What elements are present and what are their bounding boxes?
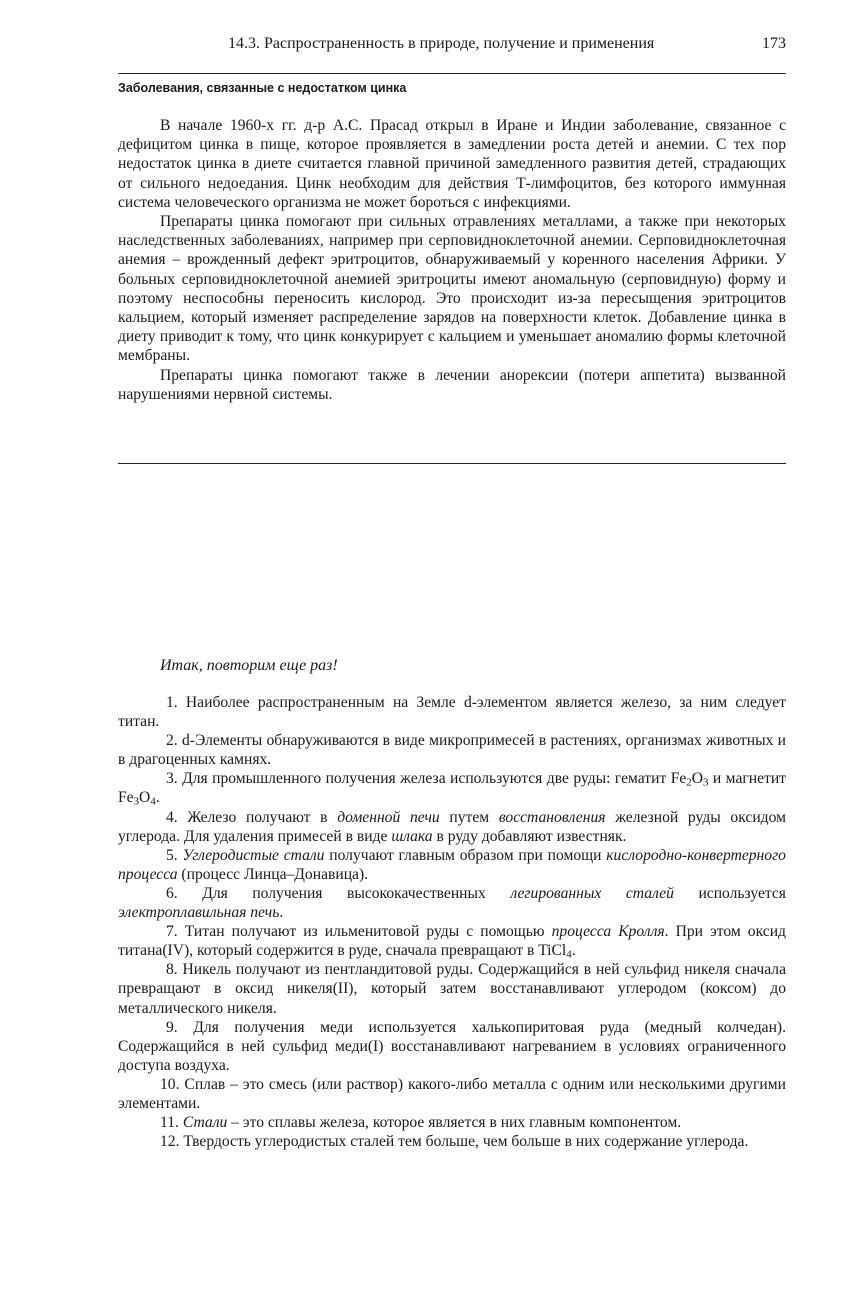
- item-text: – это сплавы железа, которое является в них главным компонентом.: [227, 1114, 682, 1132]
- italic-term: процесса Кролля: [551, 923, 665, 941]
- box-paragraph: В начале 1960-х гг. д-р А.С. Прасад открыл в Иране и Индии заболевание, связанное с дефицитом цинка в пище, которое проявляется в замедлении роста детей и анемии. С тех пор недостаток цинка в диете считается главной причиной замедленного развития детей, страдающих от сильного недоедания. Цинк необходим для действия Т-лимфоцитов, без которого иммунная система человеческого организма не может бороться с инфекциями.: [118, 117, 786, 211]
- item-text: O: [139, 789, 151, 807]
- item-text: Для промышленного получения железа используются две руды: гематит Fe: [182, 770, 687, 788]
- list-item: [118, 846, 786, 884]
- item-text: железной руды оксидом углерода. Для удаления примесей в виде: [118, 808, 786, 845]
- summary-heading: Итак, повторим еще раз!: [160, 657, 338, 674]
- list-item: [118, 884, 786, 922]
- italic-term: доменной печи: [337, 808, 440, 826]
- list-item: [118, 731, 786, 769]
- item-text: получают главным образом при помощи: [324, 846, 607, 864]
- box-top-rule: [118, 73, 786, 74]
- item-text: Никель получают из пентландитовой руды. Содержащийся в ней сульфид никеля сначала превращают в оксид никеля(II), который затем восстанавливают углеродом (коксом) до металлического никеля.: [118, 961, 786, 1017]
- item-number: 6.: [166, 884, 178, 902]
- box-paragraph: Препараты цинка помогают при сильных отравлениях металлами, а также при некоторых наследственных заболеваниях, например при серповидноклеточной анемии. Серповидноклеточная анемия – врожденный дефект эритроцитов, обнаруживаемый у коренного населения Африки. У больных серповидноклеточной анемией эритроциты имеют аномальную (серповидную) форму и поэтому неспособны переносить кислород. Это происходит из-за пересыщения эритроцитов кальцием, который изменяет распределение зарядов на поверхности клеток. Добавление цинка в диету приводит к тому, что цинк конкурирует с кальцием и уменьшает аномалию формы клеточной мембраны.: [118, 213, 786, 365]
- subscript: 4: [150, 796, 156, 809]
- list-item: [118, 922, 786, 960]
- item-text: (процесс Линца–Донавица).: [177, 865, 369, 883]
- item-number: 4.: [166, 808, 178, 826]
- item-text: O: [691, 770, 704, 788]
- box-text: [118, 116, 786, 404]
- item-number: 11.: [160, 1114, 179, 1132]
- item-text: Сплав – это смесь (или раствор) какого-либо металла с одним или несколькими другими элементами.: [118, 1075, 786, 1112]
- item-text: Для получения меди используется халькопиритовая руда (медный колчедан). Содержащийся в ней сульфид меди(I) восстанавливают нагреванием в условиях ограниченного доступа воздуха.: [118, 1018, 786, 1074]
- page-number: 173: [762, 35, 786, 52]
- italic-term: шлака: [391, 827, 433, 845]
- item-text: в руду добавляют известняк.: [432, 827, 627, 845]
- item-text: Для получения высококачественных: [202, 884, 511, 902]
- italic-term: легированных сталей: [510, 884, 674, 902]
- item-text: путем: [439, 808, 499, 826]
- italic-term: кислородно-конвертерного процесса: [118, 846, 786, 883]
- list-item: [118, 1018, 786, 1075]
- item-text: и магнетит Fe: [118, 770, 786, 807]
- item-number: 1.: [166, 694, 178, 711]
- box-heading: Заболевания, связанные с недостатком цинка: [118, 81, 407, 95]
- list-item: [118, 1132, 786, 1151]
- item-number: 12.: [160, 1133, 180, 1151]
- item-number: 7.: [166, 923, 178, 941]
- italic-term: Стали: [182, 1114, 228, 1132]
- item-number: 2.: [166, 732, 178, 750]
- subscript: 3: [703, 777, 709, 790]
- item-text: .: [571, 942, 576, 960]
- item-text: d-Элементы обнаруживаются в виде микропримесей в растениях, организмах животных и в драгоценных камнях.: [118, 732, 786, 769]
- italic-term: Углеродистые стали: [182, 846, 325, 864]
- subscript: 2: [686, 777, 692, 790]
- item-number: 5.: [166, 846, 178, 864]
- item-text: Твердость углеродистых сталей тем больше, чем больше в них содержание углерода.: [183, 1133, 749, 1151]
- item-number: 10.: [160, 1075, 180, 1093]
- box-paragraph: Препараты цинка помогают также в лечении анорексии (потери аппетита) вызванной нарушениями нервной системы.: [118, 366, 786, 403]
- box-bottom-rule: [118, 463, 786, 464]
- item-text: Титан получают из ильменитовой руды с помощью: [184, 923, 552, 941]
- item-number: 3.: [166, 770, 178, 788]
- item-text: . При этом оксид титана(IV), который содержится в руде, сначала превращают в TiCl: [118, 923, 786, 960]
- list-item: [118, 960, 786, 1017]
- list-item: [118, 693, 786, 731]
- item-text: .: [155, 789, 160, 807]
- list-item: [118, 808, 786, 846]
- italic-term: восстановления: [498, 808, 606, 826]
- item-text: используется: [673, 884, 786, 902]
- item-number: 9.: [166, 1018, 178, 1036]
- item-text: Наиболее распространенным на Земле d-элементом является железо, за ним следует титан.: [118, 694, 786, 731]
- list-item: [118, 1075, 786, 1113]
- item-text: .: [279, 904, 284, 922]
- list-item: [118, 1113, 786, 1132]
- item-number: 8.: [166, 961, 178, 979]
- subscript: 4: [566, 948, 572, 961]
- running-header-title: 14.3. Распространенность в природе, получение и применения: [228, 35, 655, 52]
- subscript: 3: [133, 796, 140, 809]
- summary-list: [118, 693, 786, 1151]
- italic-term: электроплавильная печь: [118, 904, 280, 922]
- item-text: Железо получают в: [187, 808, 338, 826]
- list-item: [118, 769, 786, 807]
